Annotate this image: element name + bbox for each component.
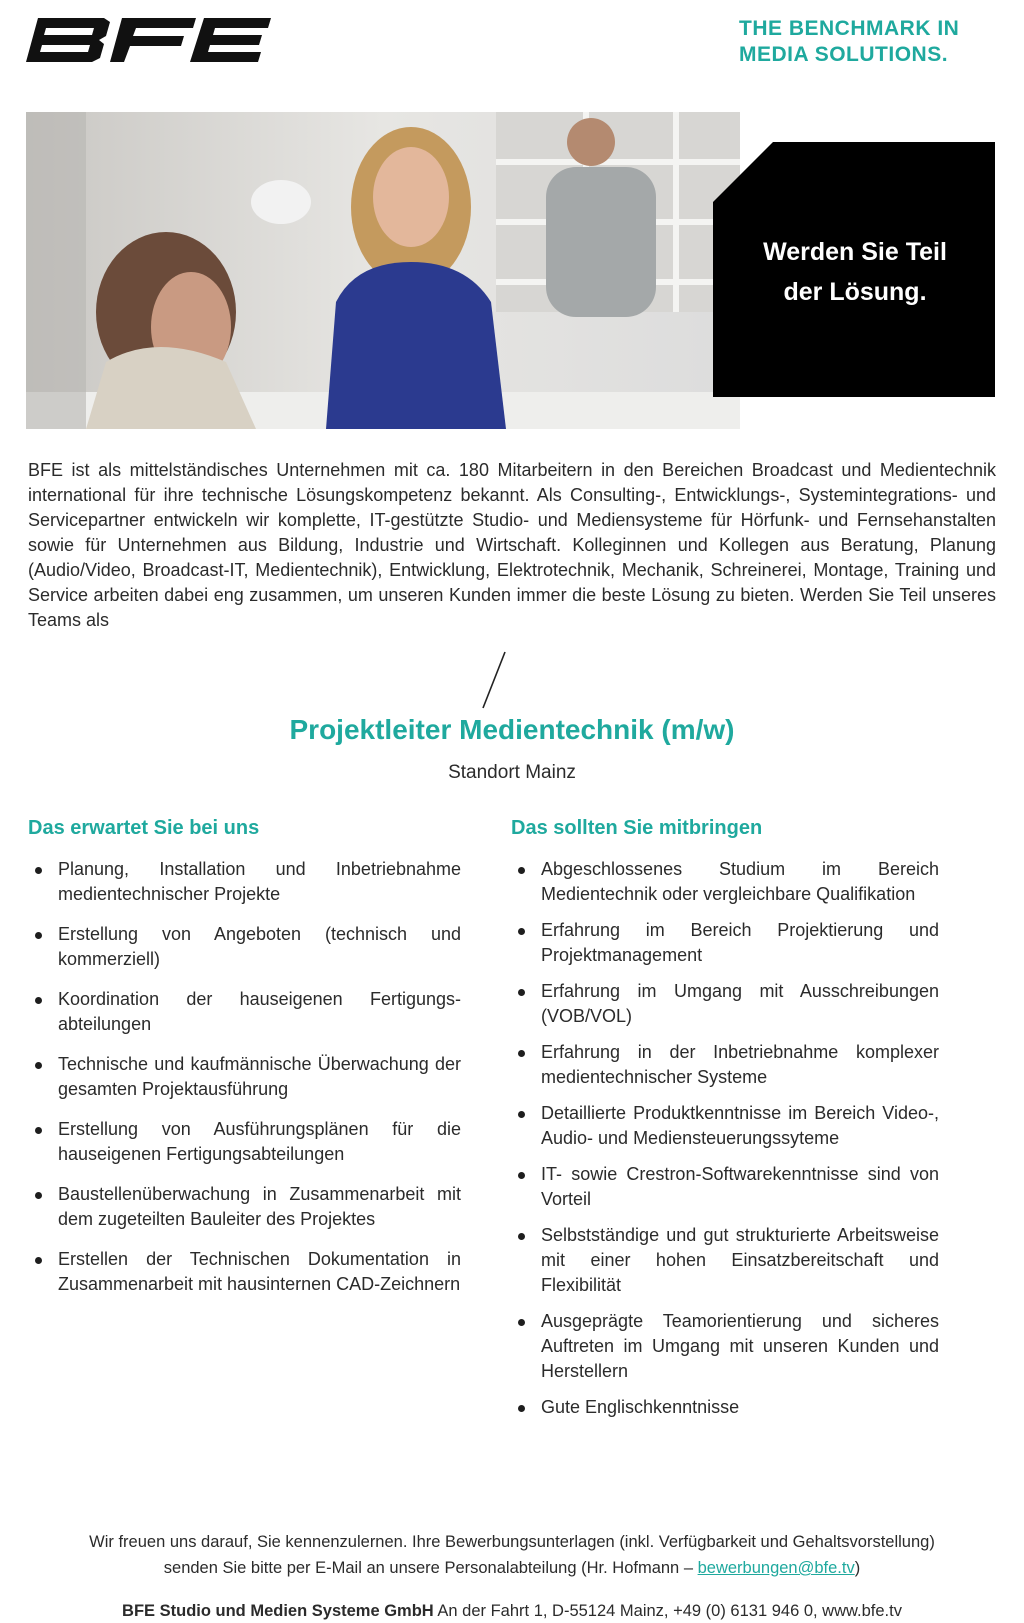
list-item: Erstellung von Angeboten (technisch und kommerziell) — [28, 922, 461, 972]
list-item: Erstellen der Technischen Dokumentation in Zusammenarbeit mit hausinternen CAD-Zeichnern — [28, 1247, 461, 1297]
closing-line2-prefix: senden Sie bitte per E-Mail an unsere Personalabteilung (Hr. Hofmann – — [163, 1559, 698, 1577]
job-location: Standort Mainz — [448, 762, 576, 783]
list-item: Planung, Installation und Inbetriebnahme medientechnischer Projekte — [28, 857, 461, 907]
job-title: Projektleiter Medientechnik (m/w) — [289, 714, 735, 745]
tasks-list — [28, 857, 461, 1312]
list-item: Selbstständige und gut strukturierte Arbeitsweise mit einer hohen Einsatzbereitschaft und Flexibilität — [511, 1223, 939, 1298]
list-item: Gute Englischkenntnisse — [511, 1395, 939, 1420]
right-column-heading: Das sollten Sie mitbringen — [511, 817, 763, 839]
email-link[interactable]: bewerbungen@bfe.tv — [697, 1559, 855, 1577]
intro-paragraph: BFE ist als mittelständisches Unternehmen mit ca. 180 Mitarbeitern in den Bereichen Broadcast und Medientechnik international für ihre technische Lösungskompetenz bekannt. Als Consulting-, Entwicklungs-, Systemintegrations- und Servicepartner entwickeln wir komplette, IT-gestützte Studio- und Mediensysteme für Hörfunk- und Fernsehanstalten sowie für Unternehmen aus Bildung, Industrie und Wirtschaft. Kolleginnen und Kollegen aus Beratung, Planung (Audio/Video, Broadcast-IT, Medientechnik), Entwicklung, Elektrotechnik, Mechanik, Schreinerei, Montage, Training und Service arbeiten dabei eng zusammen, um unseren Kunden immer die beste Lösung zu bieten. Werden Sie Teil unseres Teams als — [28, 460, 996, 630]
tagline — [739, 16, 1009, 68]
closing-text — [0, 1529, 1024, 1581]
claim-text — [730, 232, 980, 312]
tagline-line2: MEDIA SOLUTIONS. — [739, 43, 949, 66]
closing-line2-suffix: ) — [854, 1559, 861, 1577]
closing-line2 — [0, 1555, 1024, 1581]
closing-line1: Wir freuen uns darauf, Sie kennenzulernen. Ihre Bewerbungsunterlagen (inkl. Verfügbarkeit und Gehaltsvorstellung) — [89, 1533, 935, 1551]
claim-line2: der Lösung. — [783, 278, 927, 306]
requirements-list — [511, 857, 939, 1431]
slash-divider — [479, 650, 509, 710]
list-item: Abgeschlossenes Studium im Bereich Medientechnik oder vergleichbare Qualifikation — [511, 857, 939, 907]
list-item: Detaillierte Produktkenntnisse im Bereich Video-, Audio- und Mediensteuerungssyteme — [511, 1101, 939, 1151]
footer — [0, 1601, 1024, 1621]
list-item: Erfahrung im Bereich Projektierung und Projektmanagement — [511, 918, 939, 968]
hero-photo — [26, 112, 740, 429]
bfe-logo — [26, 16, 271, 64]
claim-line1: Werden Sie Teil — [763, 238, 947, 266]
list-item: Technische und kaufmännische Überwachung der gesamten Projektausführung — [28, 1052, 461, 1102]
list-item: Erfahrung in der Inbetriebnahme komplexer medientechnischer Systeme — [511, 1040, 939, 1090]
tagline-line1: THE BENCHMARK IN — [739, 17, 960, 40]
list-item: Erstellung von Ausführungsplänen für die hauseigenen Fertigungsabteilungen — [28, 1117, 461, 1167]
list-item: IT- sowie Crestron-Softwarekenntnisse sind von Vorteil — [511, 1162, 939, 1212]
left-column-heading: Das erwartet Sie bei uns — [28, 817, 260, 839]
footer-company: BFE Studio und Medien Systeme GmbH — [122, 1602, 434, 1620]
list-item: Ausgeprägte Teamorientierung und sicheres Auftreten im Umgang mit unseren Kunden und Herstellern — [511, 1309, 939, 1384]
list-item: Koordination der hauseigenen Fertigungsabteilungen — [28, 987, 461, 1037]
list-item: Baustellenüberwachung in Zusammenarbeit mit dem zugeteilten Bauleiter des Projektes — [28, 1182, 461, 1232]
footer-address: An der Fahrt 1, D-55124 Mainz, +49 (0) 6131 946 0, www.bfe.tv — [433, 1602, 902, 1620]
list-item: Erfahrung im Umgang mit Ausschreibungen (VOB/VOL) — [511, 979, 939, 1029]
